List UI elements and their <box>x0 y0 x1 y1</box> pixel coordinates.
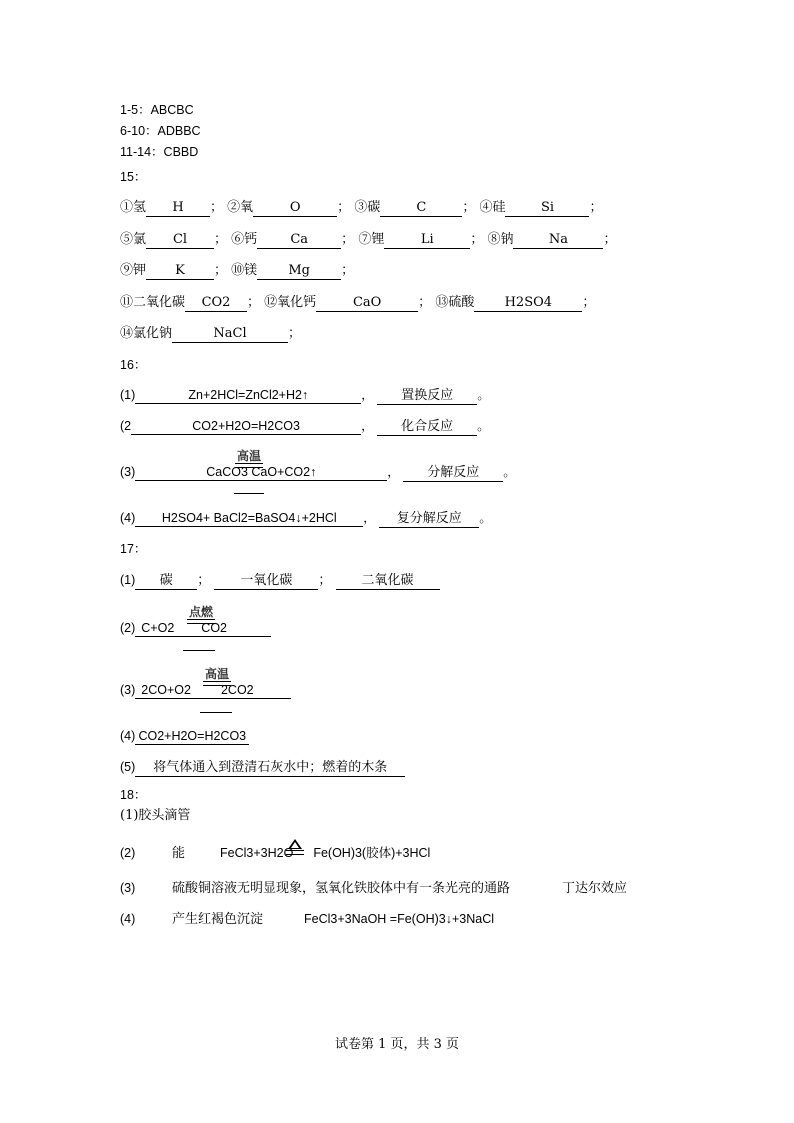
q17-equation-3-left: 2CO+O2 <box>141 683 191 697</box>
q17-underline-2 <box>183 650 215 651</box>
q15-answer-li: Li <box>384 232 470 249</box>
q17-heading: 17： <box>120 542 147 556</box>
q17-row-3: (3) 2CO+O2 2CO2 <box>120 680 291 700</box>
q15-label-c: ③碳 <box>354 200 381 215</box>
page-footer: 试卷第 1 页，共 3 页 <box>334 1037 460 1052</box>
q15-row-3: ⑨钾 K ； ⑩镁 Mg ； <box>120 263 355 278</box>
q15-label-o: ②氧 <box>227 200 254 215</box>
q18-heading: 18： <box>120 788 147 802</box>
q17-equation-2-right: CO2 <box>201 621 227 635</box>
q18-equation-2-right: Fe(OH)3(胶体)+3HCl <box>313 846 431 860</box>
q15-label-nacl: ⑭氯化钠 <box>120 326 173 341</box>
q15-row-1: ①氢 H ； ②氧 O ； ③碳 C ； ④硅 Si ； <box>120 200 603 215</box>
q15-row-5: ⑭氯化钠 NaCl ； <box>120 326 302 341</box>
q17-answer-c: 二氧化碳 <box>336 573 440 590</box>
q15-answer-cl: Cl <box>146 232 214 249</box>
q17-equation-2-left: C+O2 <box>141 621 175 635</box>
q16-row-1: (1) Zn+2HCl=ZnCl2+H2↑ ， 置换反应 。 <box>120 388 490 403</box>
q16-equation-4: H2SO4+ BaCl2=BaSO4↓+2HCl <box>135 510 363 527</box>
answer-line-1-5: 1-5：ABCBC <box>120 103 194 117</box>
q15-answer-co2: CO2 <box>185 295 247 312</box>
q15-answer-h2so4: H2SO4 <box>474 295 582 312</box>
q18-row-3: (3) 硫酸铜溶液无明显现象，氢氧化铁胶体中有一条光亮的通路 丁达尔效应 <box>120 878 627 898</box>
q15-label-co2: ⑪二氧化碳 <box>120 295 186 310</box>
q16-equation-3: CaCO3 CaO+CO2↑ <box>135 464 387 481</box>
q18-row-2: (2) 能 FeCl3+3H2O Fe(OH)3(胶体)+3HCl <box>120 843 430 863</box>
q16-underline-3 <box>234 493 264 494</box>
q15-label-cao: ⑫氧化钙 <box>264 295 317 310</box>
q15-answer-c: C <box>380 200 462 217</box>
q15-label-li: ⑦锂 <box>358 232 385 247</box>
q17-answer-a: 碳 <box>135 573 197 590</box>
q15-answer-cao: CaO <box>316 295 418 312</box>
q17-equation-3-right: 2CO2 <box>220 683 254 697</box>
answer-line-11-14: 11-14：CBBD <box>120 145 199 159</box>
q15-answer-o: O <box>253 200 337 217</box>
q18-answer-2a: 能 <box>172 846 186 861</box>
q16-condition-3: 高温 <box>237 449 262 463</box>
q15-answer-h: H <box>146 200 210 217</box>
q18-answer-3b: 丁达尔效应 <box>562 881 628 896</box>
q17-condition-3: 高温 <box>205 667 230 681</box>
q17-equation-4: CO2+H2O=H2CO3 <box>135 728 249 745</box>
q17-row-4: (4) CO2+H2O=H2CO3 <box>120 726 249 746</box>
q15-label-h2so4: ⑬硫酸 <box>435 295 475 310</box>
q15-label-k: ⑨钾 <box>120 263 147 278</box>
q15-answer-si: Si <box>505 200 589 217</box>
q15-row-4: ⑪二氧化碳 CO2 ； ⑫氧化钙 CaO ； ⑬硫酸 H2SO4 ； <box>120 295 596 310</box>
q15-label-h: ①氢 <box>120 200 147 215</box>
q15-label-mg: ⑩镁 <box>231 263 258 278</box>
q15-heading: 15： <box>120 170 147 184</box>
q18-equation-2-left: FeCl3+3H2O <box>220 846 294 860</box>
q17-answer-b: 一氧化碳 <box>214 573 318 590</box>
q16-row-2: (2 CO2+H2O=H2CO3 ， 化合反应 。 <box>120 419 490 434</box>
q16-equation-2: CO2+H2O=H2CO3 <box>131 418 361 435</box>
answer-line-6-10: 6-10：ADBBC <box>120 124 201 138</box>
q15-label-si: ④硅 <box>479 200 506 215</box>
q15-label-na: ⑧钠 <box>487 232 514 247</box>
q15-answer-nacl: NaCl <box>172 326 288 343</box>
q17-underline-3 <box>200 712 232 713</box>
q16-heading: 16： <box>120 358 147 372</box>
q18-answer-3a: 硫酸铜溶液无明显现象，氢氧化铁胶体中有一条光亮的通路 <box>172 881 511 896</box>
q18-answer-4b: FeCl3+3NaOH =Fe(OH)3↓+3NaCl <box>304 912 494 926</box>
q15-answer-ca: Ca <box>257 232 341 249</box>
q17-answer-5: 将气体通入到澄清石灰水中；燃着的木条 <box>135 760 405 777</box>
q16-row-3: (3) CaCO3 CaO+CO2↑ ， 分解反应 。 <box>120 465 516 480</box>
q15-answer-k: K <box>146 263 214 280</box>
q17-row-1: (1) 碳 ； 一氧化碳 ； 二氧化碳 <box>120 570 440 590</box>
q15-row-2: ⑤氯 Cl ； ⑥钙 Ca ； ⑦锂 Li ； ⑧钠 Na ； <box>120 232 617 247</box>
q17-row-5: (5) 将气体通入到澄清石灰水中；燃着的木条 <box>120 757 405 777</box>
q18-row-1: (1)胶头滴管 <box>120 808 191 823</box>
q16-type-4: 复分解反应 <box>379 511 479 528</box>
q17-condition-2: 点燃 <box>189 605 214 619</box>
q15-label-ca: ⑥钙 <box>231 232 258 247</box>
q16-type-2: 化合反应 <box>377 419 477 436</box>
q15-answer-mg: Mg <box>257 263 341 280</box>
q16-equation-1: Zn+2HCl=ZnCl2+H2↑ <box>135 387 361 404</box>
q18-row-4: (4) 产生红褐色沉淀 FeCl3+3NaOH =Fe(OH)3↓+3NaCl <box>120 909 494 929</box>
q16-row-4: (4) H2SO4+ BaCl2=BaSO4↓+2HCl ， 复分解反应 。 <box>120 511 492 526</box>
q17-row-2: (2) C+O2 CO2 <box>120 618 271 638</box>
q15-answer-na: Na <box>513 232 603 249</box>
q16-type-3: 分解反应 <box>403 465 503 482</box>
q16-type-1: 置换反应 <box>377 388 477 405</box>
q15-label-cl: ⑤氯 <box>120 232 147 247</box>
q18-answer-4a: 产生红褐色沉淀 <box>172 912 264 927</box>
